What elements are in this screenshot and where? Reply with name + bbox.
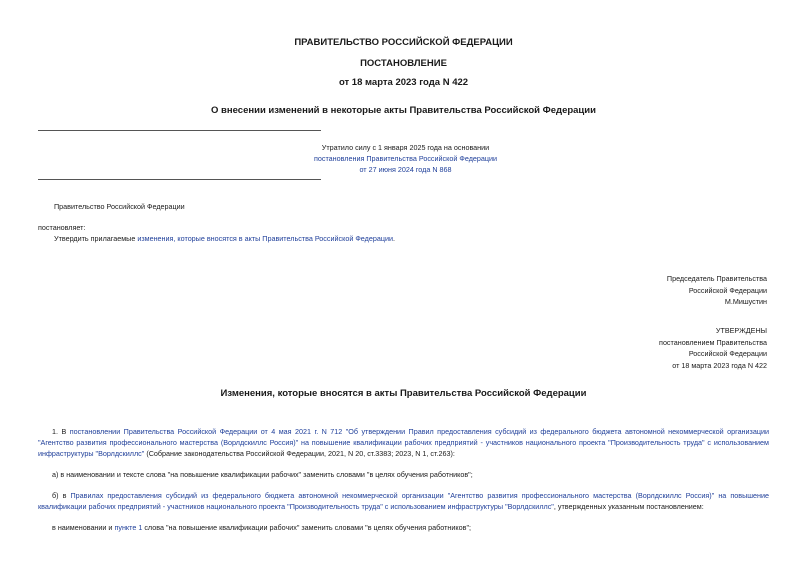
approved-block bbox=[659, 325, 767, 371]
header-date: от 18 марта 2023 года N 422 bbox=[338, 77, 469, 88]
signature-block bbox=[667, 273, 767, 308]
signature-title: Председатель Правительства bbox=[666, 274, 767, 283]
divider-top bbox=[38, 130, 321, 131]
signature-country: Российской Федерации bbox=[688, 285, 767, 295]
paragraph-a: а) в наименовании и тексте слова "на повышение квалификации рабочих" заменить словами "в целях обучения работников"; bbox=[52, 470, 473, 479]
status-link-decree[interactable]: постановления Правительства Российской Федерации bbox=[313, 154, 498, 163]
pb-prefix: б) в bbox=[52, 491, 71, 500]
pc-clause-link[interactable]: пункте 1 bbox=[114, 523, 143, 532]
p1-suffix: (Собрание законодательства Российской Федерации, 2021, N 20, ст.3383; 2023, N 1, ст.263): bbox=[144, 449, 455, 458]
paragraph-b bbox=[38, 490, 769, 512]
paragraph-1 bbox=[38, 426, 769, 459]
paragraph-c bbox=[38, 522, 769, 533]
approved-by: постановлением Правительства bbox=[659, 337, 767, 347]
approve-changes-link[interactable]: изменения, которые вносятся в акты Правительства Российской Федерации bbox=[137, 234, 393, 243]
signature-name: М.Мишустин bbox=[724, 297, 767, 306]
decrees-label: постановляет: bbox=[38, 223, 86, 232]
pb-suffix: , утвержденных указанным постановлением: bbox=[553, 502, 704, 511]
pc-suffix: слова "на повышение квалификации рабочих" заменить словами "в целях обучения работников"; bbox=[142, 523, 472, 532]
approve-prefix: Утвердить прилагаемые bbox=[54, 234, 138, 243]
approve-sentence bbox=[54, 233, 395, 244]
status-text: Утратило силу с 1 января 2025 года на основании bbox=[321, 143, 490, 152]
document-title: О внесении изменений в некоторые акты Правительства Российской Федерации bbox=[211, 105, 596, 116]
approved-date: от 18 марта 2023 года N 422 bbox=[672, 360, 767, 370]
divider-bottom bbox=[38, 179, 321, 180]
header-government: ПРАВИТЕЛЬСТВО РОССИЙСКОЙ ФЕДЕРАЦИИ bbox=[294, 37, 513, 48]
government-label: Правительство Российской Федерации bbox=[54, 202, 185, 211]
header-decree: ПОСТАНОВЛЕНИЕ bbox=[360, 58, 447, 69]
approved-country: Российской Федерации bbox=[688, 349, 767, 358]
approve-suffix: . bbox=[392, 234, 395, 243]
pc-prefix: в наименовании и bbox=[52, 523, 115, 532]
approved-heading: УТВЕРЖДЕНЫ bbox=[715, 326, 767, 335]
status-link-date[interactable]: от 27 июня 2024 года N 868 bbox=[359, 165, 452, 174]
p1-prefix: 1. В bbox=[52, 427, 70, 436]
p1-decree-link[interactable]: постановлении Правительства Российской Федерации от 4 мая 2021 г. N 712 "Об утверждении Правил предоставления субсидий из федерального бюджета автономной некоммерческой организации "Агентство развития профессионального мастерства (Ворлдскиллс Россия)" на повышение квалификации рабочих предприятий - участников национального проекта "Производительность труда" с использованием инфраструктуры "Ворлдскиллс" bbox=[38, 427, 769, 458]
changes-title: Изменения, которые вносятся в акты Правительства Российской Федерации bbox=[220, 388, 587, 399]
pb-rules-link[interactable]: Правилах предоставления субсидий из федерального бюджета автономной некоммерческой организации "Агентство развития профессионального мастерства (Ворлдскиллс Россия)" на повышение квалификации рабочих предприятий - участников национального проекта "Производительность труда" с использованием инфраструктуры "Ворлдскиллс" bbox=[38, 491, 769, 511]
